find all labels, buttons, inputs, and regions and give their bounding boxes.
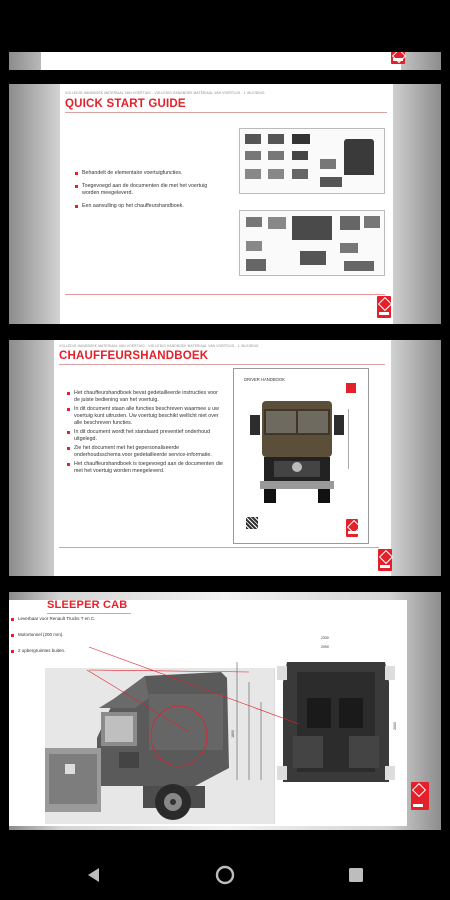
thumb-image xyxy=(340,216,360,230)
bullet-item: Het chauffeurshandboek bevat gedetailleerde instructies voor de juiste bediening van het voertuig. xyxy=(67,390,225,404)
bullet-item: Het chauffeurshandboek is toegevoegd aan de documenten die met het voertuig worden meegeleverd. xyxy=(67,461,225,475)
renault-logo xyxy=(378,549,392,571)
bullet-list xyxy=(11,616,171,660)
thumb-image xyxy=(364,216,380,228)
slide-header: VOLLEDIG HANDBOEK MATERIAAL VAN VOERTUIG - VOLLEDIG HANDBOEK MATERIAAL VAN VOERTUIG - 1 INLEIDING xyxy=(59,344,259,348)
bullet-item: 2 opbergruimtes buiten. xyxy=(11,648,171,654)
thumb-image xyxy=(245,151,261,160)
title-underline xyxy=(65,112,387,113)
thumb-image xyxy=(300,251,326,265)
slide-header: VOLLEDIG HANDBOEK MATERIAAL VAN VOERTUIG - VOLLEDIG HANDBOEK MATERIAAL VAN VOERTUIG - 1 INLEIDING xyxy=(65,91,265,95)
dimension-label: 1800 xyxy=(230,730,235,738)
bullet-item: Een aanvulling op het chauffeurshandboek. xyxy=(75,203,225,210)
qr-code xyxy=(246,517,258,529)
renault-logo xyxy=(391,52,405,64)
dimension-label: 2330 xyxy=(321,636,329,640)
bullet-item: Motortunnel (200 mm). xyxy=(11,632,171,638)
thumb-image xyxy=(246,241,262,251)
title-underline xyxy=(59,364,385,365)
thumb-image xyxy=(245,134,261,144)
footer-line xyxy=(65,294,385,295)
book-title: DRIVER HANDBOOK xyxy=(244,377,285,382)
back-icon[interactable] xyxy=(84,865,104,885)
renault-logo xyxy=(346,519,358,537)
thumb-image xyxy=(320,159,336,169)
driver-handbook-cover xyxy=(233,368,369,544)
slide-title: CHAUFFEURSHANDBOEK xyxy=(59,350,209,362)
thumb-image xyxy=(340,243,358,253)
thumb-image xyxy=(292,216,332,240)
renault-logo xyxy=(411,782,429,810)
book-cover-red-tab xyxy=(346,383,356,393)
bullet-list xyxy=(67,390,225,477)
thumb-image xyxy=(268,169,284,179)
slide-title: SLEEPER CAB xyxy=(47,599,128,611)
renault-logo xyxy=(377,296,391,318)
bullet-item: Leverbaar voor Renault Trucks T en C. xyxy=(11,616,171,622)
bullet-list xyxy=(75,170,225,216)
thumb-image xyxy=(246,259,266,271)
thumb-image xyxy=(344,261,374,271)
thumb-image xyxy=(292,151,308,160)
bullet-item: In dit document wordt het standaard preventief onderhoud uitgelegd. xyxy=(67,429,225,443)
bullet-item: Toegevoegd aan de documenten die met het voertuig worden meegeleverd. xyxy=(75,183,225,197)
dimension-label: 2000 xyxy=(392,722,397,730)
dimension-lines xyxy=(231,662,271,782)
pdf-page-sleeper-cab xyxy=(9,592,441,830)
sleeper-cab-top-view xyxy=(273,652,399,796)
slide xyxy=(41,52,401,70)
thumb-image xyxy=(268,217,286,229)
recents-icon[interactable] xyxy=(346,865,366,885)
thumb-image xyxy=(292,134,310,144)
title-underline xyxy=(47,613,131,614)
thumb-image xyxy=(292,169,308,179)
thumb-image xyxy=(246,217,262,227)
home-icon[interactable] xyxy=(215,865,235,885)
thumb-image xyxy=(320,177,342,187)
truck-front-image xyxy=(244,395,350,505)
pdf-page-quick-start xyxy=(9,84,441,324)
thumb-image xyxy=(245,169,261,179)
guide-spread-thumbnail xyxy=(239,128,385,194)
bullet-item: Zie het document met het gepersonaliseerde onderhoudsschema voor gedetailleerde service-informatie. xyxy=(67,445,225,459)
dimension-label: 2090 xyxy=(321,645,329,649)
bullet-item: In dit document staan alle functies beschreven waarmee u uw voertuig kunt uitrusten. Uw voertuig beschikt wellicht niet over alle beschreven functies. xyxy=(67,406,225,427)
pdf-page-handbook xyxy=(9,340,441,576)
thumb-image xyxy=(268,151,284,160)
thumb-truck-image xyxy=(344,139,374,175)
bullet-item: Behandelt de elementaire voertuigfuncties. xyxy=(75,170,225,177)
book-side-text xyxy=(348,409,358,469)
slide-title: QUICK START GUIDE xyxy=(65,98,186,110)
system-navigation-bar xyxy=(0,850,450,900)
footer-line xyxy=(59,547,379,548)
guide-spread-thumbnail xyxy=(239,210,385,276)
pdf-page-partial xyxy=(9,52,441,70)
thumb-image xyxy=(268,134,284,144)
